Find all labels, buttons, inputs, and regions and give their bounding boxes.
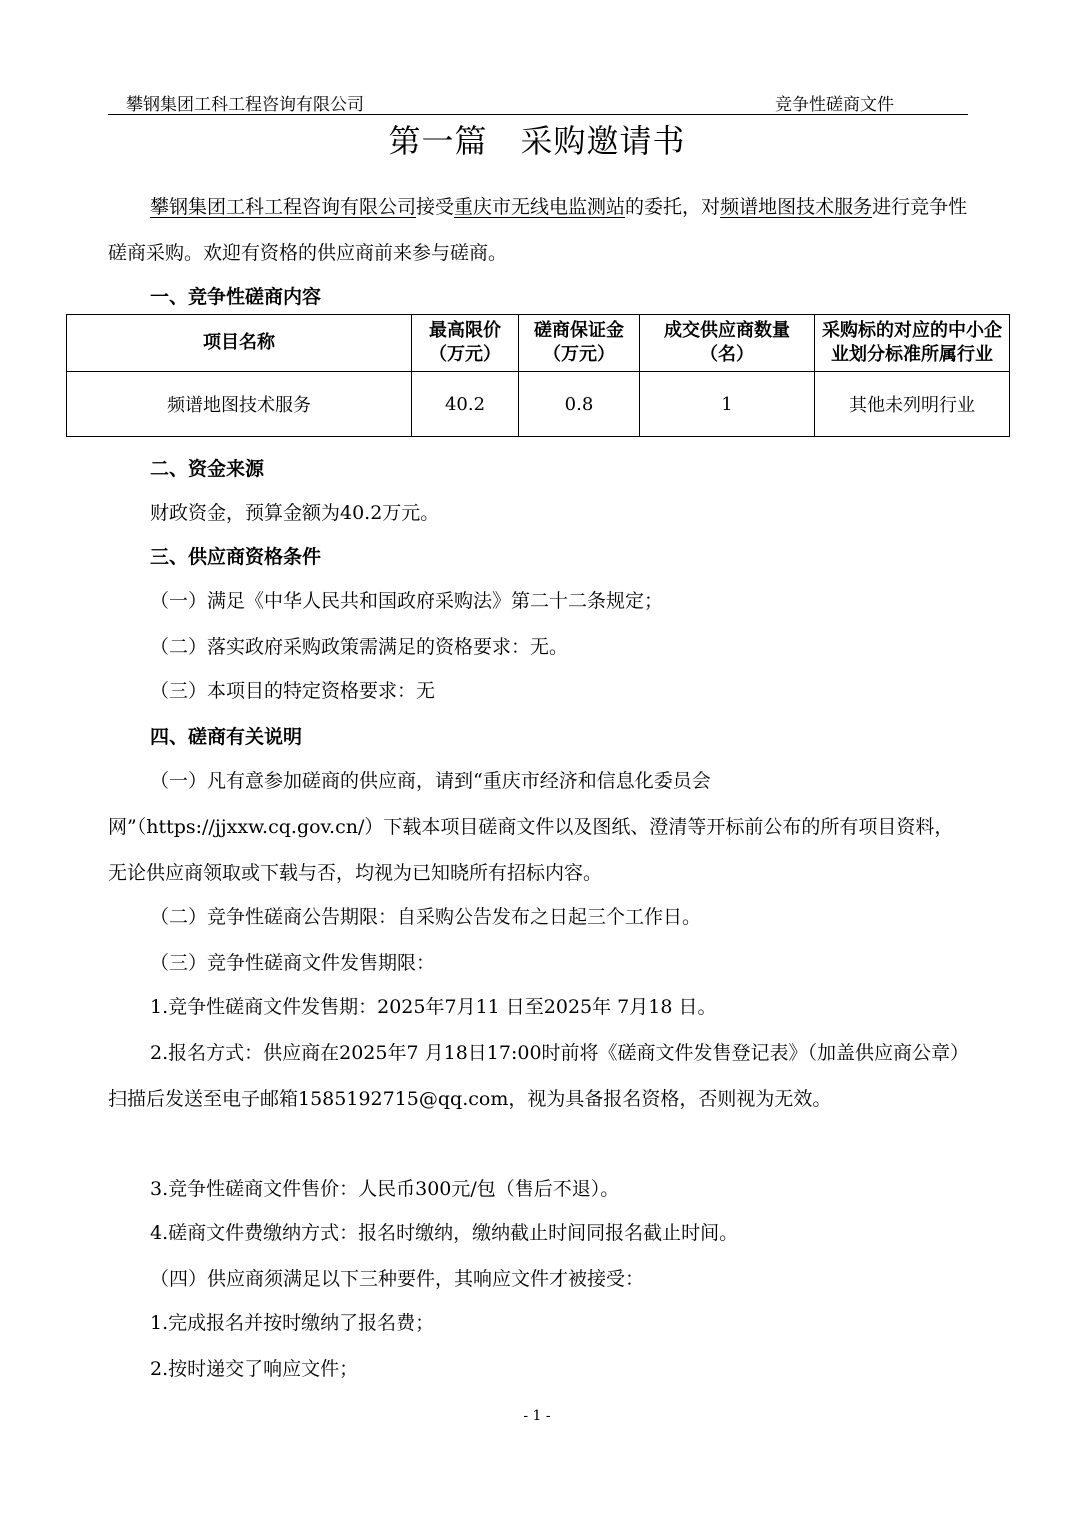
table-cell: 其他未列明行业: [815, 372, 1010, 437]
intro-paragraph: [108, 184, 968, 276]
section4-paragraph: （三）竞争性磋商文件发售期限：: [150, 952, 436, 974]
section1-heading: 一、竞争性磋商内容: [150, 286, 322, 308]
table-header-cell: 磋商保证金（万元）: [519, 315, 640, 372]
section3-item: （三）本项目的特定资格要求：无: [150, 680, 436, 702]
page-number: - 1 -: [523, 1408, 551, 1424]
table-row: [67, 372, 1010, 437]
table-header-row: [67, 315, 1010, 372]
section4-paragraph: 1.竞争性磋商文件发售期：2025年7月11 日至2025年 7月18 日。: [150, 996, 717, 1018]
section4-paragraph: 3.竞争性磋商文件售价：人民币300元/包（售后不退）。: [150, 1178, 620, 1200]
section4-paragraph: 1.完成报名并按时缴纳了报名费；: [150, 1312, 435, 1334]
header-doc-type: 竞争性磋商文件: [775, 95, 894, 115]
table-cell: 1: [640, 372, 815, 437]
section4-paragraph: 2.报名方式：供应商在2025年7 月18日17:00时前将《磋商文件发售登记表》（加盖供应商公章）扫描后发送至电子邮箱1585192715@qq.com，视为具备报名资格，否则视为无效。: [108, 1042, 960, 1110]
page-title: 第一篇 采购邀请书: [388, 122, 686, 160]
section2-heading: 二、资金来源: [150, 458, 265, 480]
table-header-cell: 成交供应商数量（名）: [640, 315, 815, 372]
section4-paragraph: （一）凡有意参加磋商的供应商，请到“重庆市经济和信息化委员会网”（https://jjxxw.cq.gov.cn/）下载本项目磋商文件以及图纸、澄清等开标前公布的所有项目资料，无论供应商领取或下载与否，均视为已知晓所有招标内容。: [108, 770, 954, 884]
section4-paragraph: （四）供应商须满足以下三种要件，其响应文件才被接受：: [150, 1268, 645, 1290]
table-header-cell: 项目名称: [67, 315, 412, 372]
project-name: 频谱地图技术服务: [720, 196, 873, 218]
section2-text: 财政资金，预算金额为40.2万元。: [150, 502, 440, 524]
section3-item: （一）满足《中华人民共和国政府采购法》第二十二条规定；: [150, 590, 664, 612]
table-cell: 频谱地图技术服务: [67, 372, 412, 437]
header-company: 攀钢集团工科工程咨询有限公司: [126, 95, 364, 115]
agency-name: 攀钢集团工科工程咨询有限公司: [150, 196, 417, 218]
section4-paragraph: （二）竞争性磋商公告期限：自采购公告发布之日起三个工作日。: [150, 906, 702, 928]
page-header: [108, 88, 968, 115]
section4-paragraph: 2.按时递交了响应文件；: [150, 1358, 359, 1380]
client-name: 重庆市无线电监测站: [454, 196, 626, 218]
intro-text-3: 进行竞争性磋商采购。欢迎有资格的供应商前来参与磋商。: [108, 196, 968, 264]
section4-heading: 四、磋商有关说明: [150, 726, 303, 748]
table-header-cell: 最高限价（万元）: [412, 315, 519, 372]
procurement-table: [66, 314, 1010, 437]
intro-text-1: 接受: [416, 196, 455, 218]
table-cell: 40.2: [412, 372, 519, 437]
section3-item: （二）落实政府采购政策需满足的资格要求：无。: [150, 636, 569, 658]
table-cell: 0.8: [519, 372, 640, 437]
section3-heading: 三、供应商资格条件: [150, 546, 322, 568]
intro-text-2: 的委托，对: [625, 196, 721, 218]
table-header-cell: 采购标的对应的中小企业划分标准所属行业: [815, 315, 1010, 372]
section4-paragraph: 4.磋商文件费缴纳方式：报名时缴纳，缴纳截止时间同报名截止时间。: [150, 1222, 739, 1244]
